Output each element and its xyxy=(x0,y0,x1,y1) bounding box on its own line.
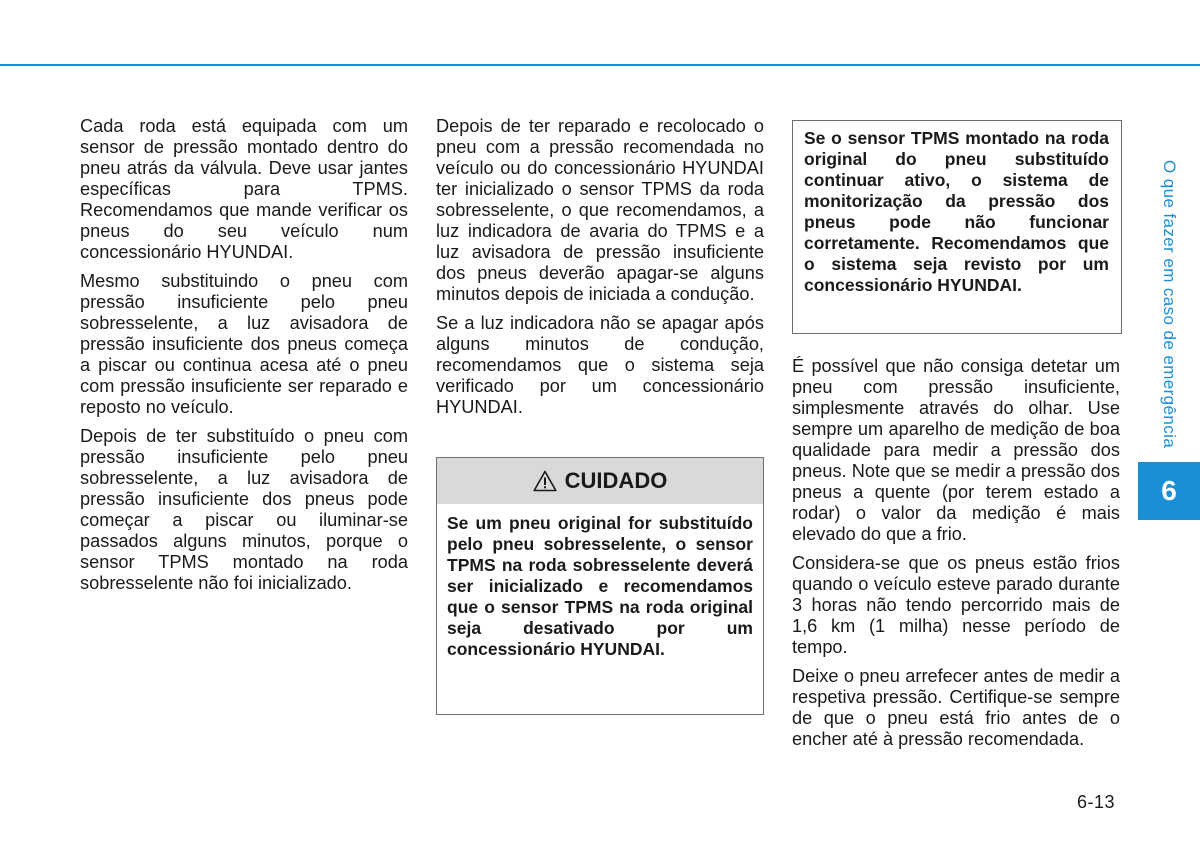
caution-box xyxy=(436,457,764,715)
paragraph: É possível que não consiga detetar um pneu com pressão insuficiente, simplesmente através do olhar. Use sempre um aparelho de medição de boa qualidade para medir a pressão dos pneus. Note que se medir a pressão dos pneus a quente (por terem estado a rodar) o valor da medição é mais elevado do que a frio. xyxy=(792,356,1120,544)
caution-text: Se um pneu original for substituído pelo pneu sobresselente, o sensor TPMS na roda sobresselente deverá ser inicializado e recomendamos que o sensor TPMS na roda original seja desativado por um concessionário HYUNDAI. xyxy=(447,513,753,659)
header-rule xyxy=(0,64,1200,66)
paragraph: Mesmo substituindo o pneu com pressão insuficiente pelo pneu sobresselente, a luz avisadora de pressão insuficiente dos pneus começa a piscar ou continua acesa até o pneu com pressão insuficiente ser reparado e reposto no veículo. xyxy=(80,271,408,417)
note-box xyxy=(792,120,1122,334)
paragraph: Deixe o pneu arrefecer antes de medir a respetiva pressão. Certifique-se sempre de que o pneu está frio antes de o encher até à pressão recomendada. xyxy=(792,666,1120,749)
caution-title: CUIDADO xyxy=(564,468,668,493)
chapter-number: 6 xyxy=(1161,475,1177,506)
paragraph: Se a luz indicadora não se apagar após alguns minutos de condução, recomendamos que o sistema seja verificado por um concessionário HYUNDAI. xyxy=(436,313,764,417)
page-number: 6-13 xyxy=(1077,792,1116,812)
chapter-title: O que fazer em caso de emergência xyxy=(1160,160,1179,449)
text-column-3 xyxy=(792,356,1120,758)
note-text: Se o sensor TPMS montado na roda original do pneu substituído continuar ativo, o sistema de monitorização da pressão dos pneus pode não funcionar corretamente. Recomendamos que o sistema seja revisto por um concessionário HYUNDAI. xyxy=(804,128,1109,295)
caution-header xyxy=(437,458,763,504)
paragraph: Cada roda está equipada com um sensor de pressão montado dentro do pneu atrás da válvula. Deve usar jantes específicas para TPMS. Recomendamos que mande verificar os pneus do seu veículo num concessionário HYUNDAI. xyxy=(80,116,408,262)
chapter-tab xyxy=(1138,462,1200,520)
text-column-1 xyxy=(80,116,408,602)
warning-triangle-icon xyxy=(533,470,557,492)
paragraph: Depois de ter substituído o pneu com pressão insuficiente pelo pneu sobresselente, a luz avisadora de pressão insuficiente dos pneus pode começar a piscar ou iluminar-se passados alguns minutos, porque o sensor TPMS montado na roda sobresselente não foi inicializado. xyxy=(80,426,408,593)
text-column-2 xyxy=(436,116,764,426)
paragraph: Depois de ter reparado e recolocado o pneu com a pressão recomendada no veículo ou do concessionário HYUNDAI ter inicializado o sensor TPMS da roda sobresselente, o que recomendamos, a luz indicadora de avaria do TPMS e a luz avisadora de pressão insuficiente dos pneus deverão apagar-se alguns minutos depois de iniciada a condução. xyxy=(436,116,764,304)
paragraph: Considera-se que os pneus estão frios quando o veículo esteve parado durante 3 horas não tendo percorrido mais de 1,6 km (1 milha) nesse período de tempo. xyxy=(792,553,1120,657)
